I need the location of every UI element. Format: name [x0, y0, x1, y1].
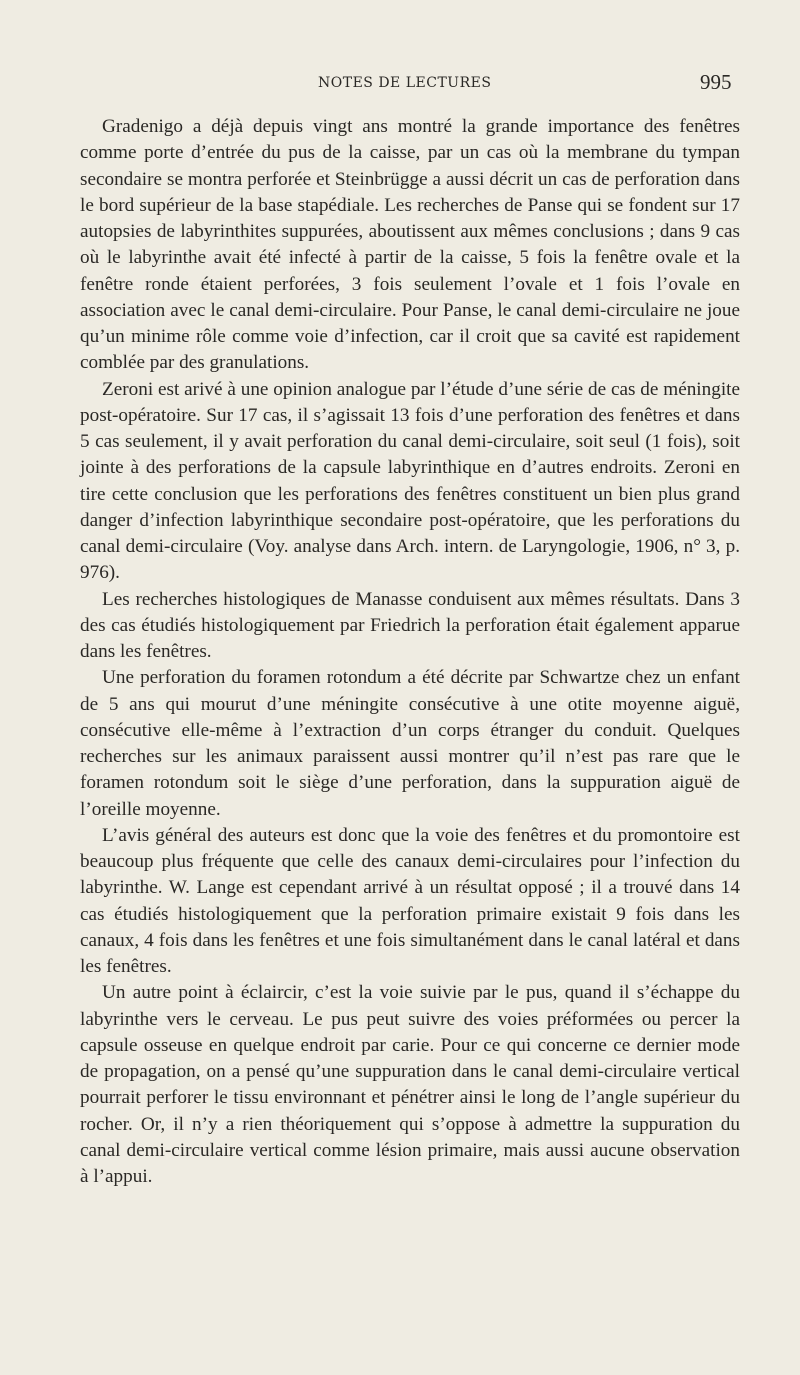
page-number: 995 [700, 70, 732, 94]
paragraph-manasse: Les recherches histologiques de Manasse conduisent aux mêmes résultats. Dans 3 des cas étudiés histologiquement par Friedrich la perforation était également apparue dans les fenêtres. [80, 588, 740, 662]
running-head: NOTES DE LECTURES [318, 75, 492, 91]
paragraph-voie-du-pus: Un autre point à éclaircir, c’est la voie suivie par le pus, quand il s’échappe du labyrinthe vers le cerveau. Le pus peut suivre des voies préformées ou percer la capsule osseuse en quelque endroit par carie. Pour ce qui concerne ce dernier mode de propagation, on a pensé qu’une suppuration dans le canal demi-circulaire vertical pourrait perforer le tissu environnant et pénétrer ainsi le long de l’angle supérieur du rocher. Or, il n’y a rien théoriquement qui s’oppose à admettre la suppuration du canal demi-circulaire vertical comme lésion primaire, mais aussi aucune observation à l’appui. [80, 982, 740, 1187]
paragraph-schwartze: Une perforation du foramen rotondum a été décrite par Schwartze chez un enfant de 5 ans qui mourut d’une méningite consécutive à une otite moyenne aiguë, consécutive elle-même à l’extraction d’un corps étranger du conduit. Quelques recherches sur les animaux paraissent aussi montrer qu’il n’est pas rare que le foramen rotondum soit le siège d’une perforation, dans la suppuration aiguë de l’oreille moyenne. [80, 667, 740, 820]
page-header [0, 70, 800, 100]
paragraph-zeroni: Zeroni est arivé à une opinion analogue par l’étude d’une série de cas de méningite post-opératoire. Sur 17 cas, il s’agissait 13 fois d’une perforation des fenêtres et dans 5 cas seulement, il y avait perforation du canal demi-circulaire, soit seul (1 fois), soit jointe à des perforations de la capsule labyrinthique en d’autres endroits. Zeroni en tire cette conclusion que les perforations des fenêtres constituent un bien plus grand danger d’infection labyrinthique secondaire post-opératoire, que les perforations du canal demi-circulaire (Voy. analyse dans Arch. intern. de Laryngologie, 1906, n° 3, p. 976). [80, 378, 740, 584]
paragraph-avis-general: L’avis général des auteurs est donc que la voie des fenêtres et du promontoire est beaucoup plus fréquente que celle des canaux demi-circulaires pour l’infection du labyrinthe. W. Lange est cependant arrivé à un résultat opposé ; il a trouvé dans 14 cas étudiés histologiquement que la perforation primaire existait 9 fois dans les canaux, 4 fois dans les fenêtres et une fois simultanément dans le canal latéral et dans les fenêtres. [80, 824, 740, 977]
article-body [80, 114, 740, 1190]
paragraph-gradenigo: Gradenigo a déjà depuis vingt ans montré la grande importance des fenêtres comme porte d’entrée du pus de la caisse, par un cas où la membrane du tympan secondaire se montra perforée et Steinbrügge a aussi décrit un cas de perforation dans le bord supérieur de la base stapédiale. Les recherches de Panse qui se fondent sur 17 autopsies de labyrinthites suppurées, aboutissent aux mêmes conclusions ; dans 9 cas où le labyrinthe avait été infecté à partir de la caisse, 5 fois la fenêtre ovale et la fenêtre ronde étaient perforées, 3 fois seulement l’ovale et 1 fois l’ovale en association avec le canal demi-circulaire. Pour Panse, le canal demi-circulaire ne joue qu’un minime rôle comme voie d’infection, car il croit que sa cavité est rapidement comblée par des granulations. [80, 116, 740, 374]
